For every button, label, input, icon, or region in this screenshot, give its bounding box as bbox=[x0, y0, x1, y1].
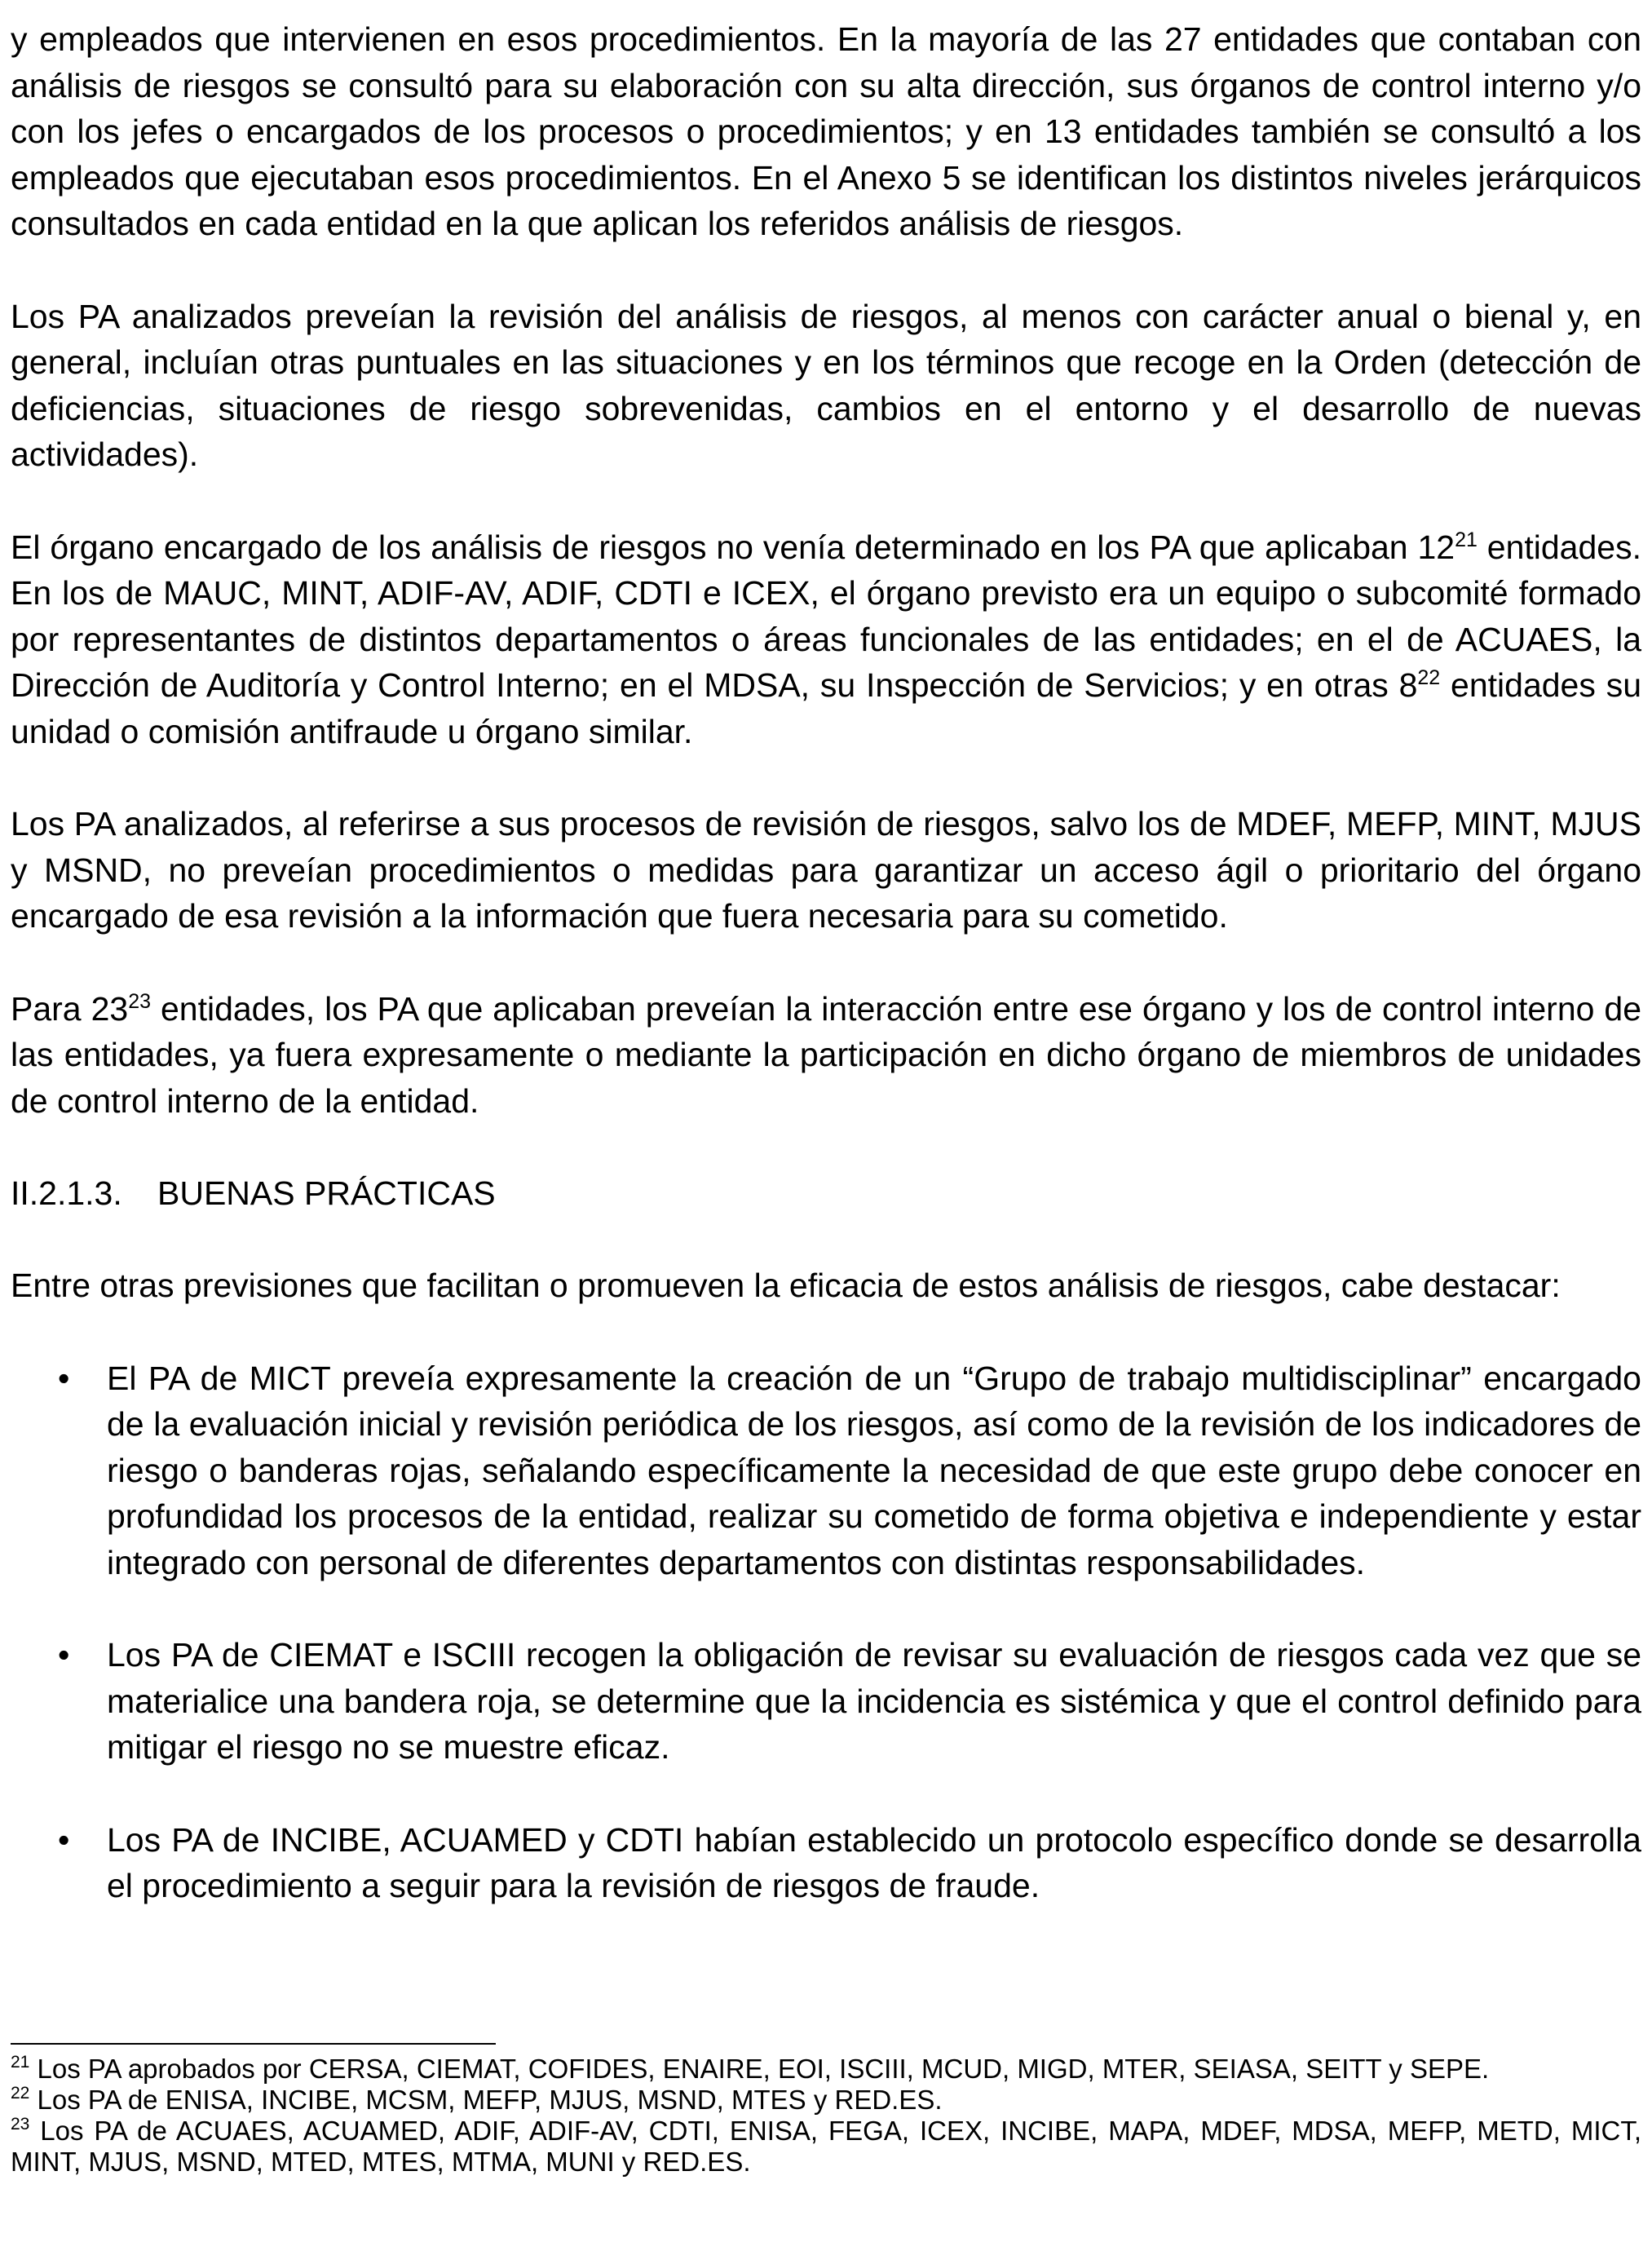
list-item-text: El PA de MICT preveía expresamente la creación de un “Grupo de trabajo multidisciplinar” encargado de la evaluación inicial y revisión periódica de los riesgos, así como de la revisión de los indicadores de riesgo o banderas rojas, señalando específicamente la necesidad de que este grupo debe conocer en profundidad los procesos de la entidad, realizar su cometido de forma objetiva e independiente y estar integrado con personal de diferentes departamentos con distintas responsabilidades. bbox=[107, 1359, 1641, 1581]
footnote-number: 22 bbox=[11, 2084, 30, 2103]
list-item bbox=[11, 1632, 1641, 1771]
paragraph-text: entidades, los PA que aplicaban preveían la interacción entre ese órgano y los de control interno de las entidades, ya fuera expresamente o mediante la participación en dicho órgano de miembros de unidades de control interno de la entidad. bbox=[11, 989, 1641, 1120]
footnote-number: 21 bbox=[11, 2053, 30, 2072]
paragraph-risk-consultation: y empleados que intervienen en esos procedimientos. En la mayoría de las 27 entidades que contaban con análisis de riesgos se consultó para su elaboración con su alta dirección, sus órganos de control interno y/o con los jefes o encargados de los procesos o procedimientos; y en 13 entidades también se consultó a los empleados que ejecutaban esos procedimientos. En el Anexo 5 se identifican los distintos niveles jerárquicos consultados en cada entidad en la que aplican los referidos análisis de riesgos. bbox=[11, 20, 1641, 242]
paragraph-information-access: Los PA analizados, al referirse a sus procesos de revisión de riesgos, salvo los de MDEF, MEFP, MINT, MJUS y MSND, no preveían procedimientos o medidas para garantizar un acceso ágil o prioritario del órgano encargado de esa revisión a la información que fuera necesaria para su cometido. bbox=[11, 805, 1641, 935]
bullet-icon: • bbox=[58, 1359, 70, 1397]
footnote-text: Los PA de ACUAES, ACUAMED, ADIF, ADIF-AV, CDTI, ENISA, FEGA, ICEX, INCIBE, MAPA, MDEF, MDSA, MEFP, METD, MICT, MINT, MJUS, MSND, MTED, MTES, MTMA, MUNI y RED.ES. bbox=[11, 2116, 1641, 2177]
paragraph-text: Para 23 bbox=[11, 989, 129, 1028]
section-title: BUENAS PRÁCTICAS bbox=[157, 1174, 496, 1212]
paragraph-internal-control-interaction bbox=[11, 986, 1641, 1125]
list-item-text: Los PA de CIEMAT e ISCIII recogen la obligación de revisar su evaluación de riesgos cada vez que se materialice una bandera roja, se determine que la incidencia es sistémica y que el control definido para mitigar el riesgo no se muestre eficaz. bbox=[107, 1636, 1641, 1766]
section-number: II.2.1.3. bbox=[11, 1174, 122, 1212]
paragraph-text: entidades su unidad o comisión antifraude u órgano similar. bbox=[11, 666, 1641, 750]
bullet-icon: • bbox=[58, 1636, 70, 1674]
paragraph-responsible-body bbox=[11, 524, 1641, 755]
paragraph-best-practices-intro: Entre otras previsiones que facilitan o promueven la eficacia de estos análisis de riesgos, cabe destacar: bbox=[11, 1267, 1561, 1304]
bullet-icon: • bbox=[58, 1820, 70, 1859]
list-item bbox=[11, 1355, 1641, 1586]
best-practices-list bbox=[11, 1355, 1641, 1909]
footnote-ref-21[interactable]: 21 bbox=[1455, 528, 1478, 551]
section-heading bbox=[11, 1170, 1641, 1216]
list-item bbox=[11, 1817, 1641, 1909]
paragraph-text: El órgano encargado de los análisis de riesgos no venía determinado en los PA que aplicaban 12 bbox=[11, 528, 1455, 566]
footnote-number: 23 bbox=[11, 2115, 30, 2134]
footnote-text: Los PA aprobados por CERSA, CIEMAT, COFIDES, ENAIRE, EOI, ISCIII, MCUD, MIGD, MTER, SEIASA, SEITT y SEPE. bbox=[29, 2054, 1490, 2084]
list-item-text: Los PA de INCIBE, ACUAMED y CDTI habían establecido un protocolo específico donde se desarrolla el procedimiento a seguir para la revisión de riesgos de fraude. bbox=[107, 1820, 1641, 1904]
paragraph-text: entidades. En los de MAUC, MINT, ADIF-AV, ADIF, CDTI e ICEX, el órgano previsto era un equipo o subcomité formado por representantes de distintos departamentos o áreas funcionales de las entidades; en el de ACUAES, la Dirección de Auditoría y Control Interno; en el MDSA, su Inspección de Servicios; y en otras 8 bbox=[11, 528, 1641, 704]
footnote-separator bbox=[11, 2043, 496, 2045]
footnote-ref-22[interactable]: 22 bbox=[1417, 666, 1441, 689]
document-page bbox=[11, 16, 1641, 1909]
paragraph-risk-review: Los PA analizados preveían la revisión del análisis de riesgos, al menos con carácter anual o bienal y, en general, incluían otras puntuales en las situaciones y en los términos que recoge en la Orden (detección de deficiencias, situaciones de riesgo sobrevenidas, cambios en el entorno y el desarrollo de nuevas actividades). bbox=[11, 297, 1641, 473]
footnote-23 bbox=[11, 2116, 1641, 2178]
footnote-text: Los PA de ENISA, INCIBE, MCSM, MEFP, MJUS, MSND, MTES y RED.ES. bbox=[29, 2085, 943, 2115]
footnote-22 bbox=[11, 2085, 1641, 2116]
footnote-ref-23[interactable]: 23 bbox=[128, 989, 151, 1013]
footnotes bbox=[11, 2054, 1641, 2178]
footnote-21 bbox=[11, 2054, 1641, 2085]
